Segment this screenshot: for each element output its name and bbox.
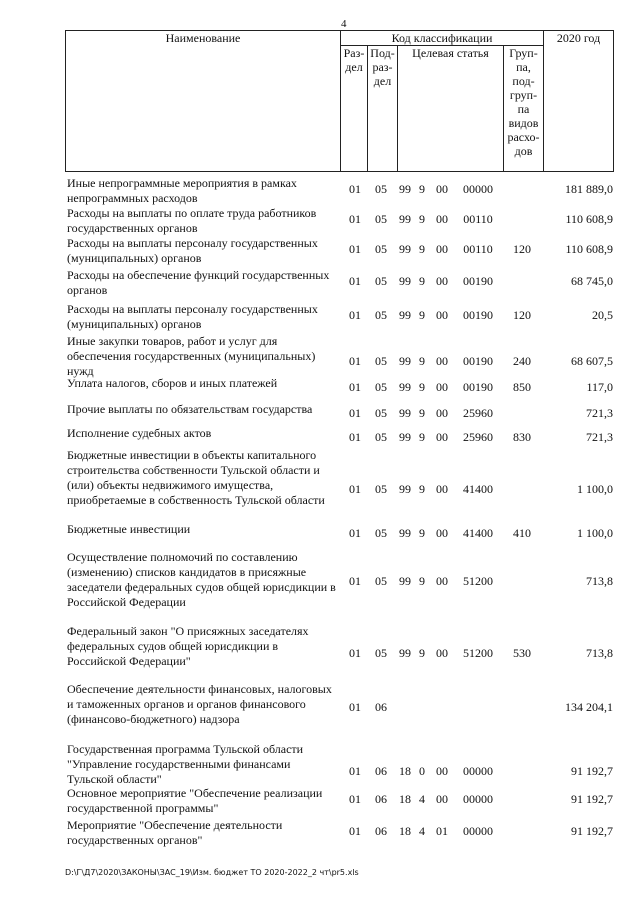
row-grp: 410 bbox=[513, 526, 531, 540]
row-p3: 00 bbox=[436, 242, 448, 256]
row-pod: 06 bbox=[375, 824, 387, 838]
row-raz: 01 bbox=[349, 430, 361, 444]
row-name: Исполнение судебных актов bbox=[67, 426, 212, 440]
row-p1: 99 bbox=[399, 574, 411, 588]
row-sum: 91 192,7 bbox=[571, 792, 613, 806]
row-pod: 05 bbox=[375, 574, 387, 588]
row-raz: 01 bbox=[349, 824, 361, 838]
header-group: Груп- па, под- груп- па видов расхо- дов bbox=[504, 46, 544, 172]
row-raz: 01 bbox=[349, 482, 361, 496]
row-name: Бюджетные инвестиции в объекты капитального строительства собственности Тульской области и (или) объекты недвижимого имущества, приобретаемые в собственность Тульской области bbox=[67, 448, 325, 507]
row-p2: 9 bbox=[419, 646, 425, 660]
row-name: Бюджетные инвестиции bbox=[67, 522, 191, 536]
row-p2: 4 bbox=[419, 792, 425, 806]
row-p1: 99 bbox=[399, 212, 411, 226]
header-code: Код классификации bbox=[341, 31, 544, 46]
row-p2: 9 bbox=[419, 482, 425, 496]
row-name: Расходы на обеспечение функций государственных органов bbox=[67, 268, 330, 297]
row-sum: 117,0 bbox=[586, 380, 613, 394]
row-p2: 9 bbox=[419, 430, 425, 444]
row-p3: 00 bbox=[436, 182, 448, 196]
row-pod: 05 bbox=[375, 274, 387, 288]
row-pod: 05 bbox=[375, 182, 387, 196]
row-grp: 120 bbox=[513, 242, 531, 256]
row-p3: 00 bbox=[436, 482, 448, 496]
row-raz: 01 bbox=[349, 574, 361, 588]
row-pod: 05 bbox=[375, 308, 387, 322]
row-p2: 9 bbox=[419, 380, 425, 394]
row-pod: 05 bbox=[375, 242, 387, 256]
row-p2: 9 bbox=[419, 274, 425, 288]
row-pod: 05 bbox=[375, 380, 387, 394]
row-p2: 9 bbox=[419, 182, 425, 196]
header-target: Целевая статья bbox=[398, 46, 504, 172]
row-name: Основное мероприятие "Обеспечение реализации государственной программы" bbox=[67, 786, 323, 815]
row-pod: 06 bbox=[375, 792, 387, 806]
row-raz: 01 bbox=[349, 212, 361, 226]
row-sum: 110 608,9 bbox=[565, 212, 613, 226]
row-sum: 91 192,7 bbox=[571, 824, 613, 838]
row-p3: 00 bbox=[436, 792, 448, 806]
row-p1: 99 bbox=[399, 380, 411, 394]
row-name: Обеспечение деятельности финансовых, налоговых и таможенных органов и органов финансового (финансово-бюджетного) надзора bbox=[67, 682, 332, 726]
row-sum: 713,8 bbox=[586, 574, 613, 588]
row-name: Иные непрограммные мероприятия в рамках непрограммных расходов bbox=[67, 176, 297, 205]
header-razdel: Раз- дел bbox=[341, 46, 368, 172]
row-p1: 18 bbox=[399, 824, 411, 838]
row-p4: 00190 bbox=[463, 308, 493, 322]
row-pod: 06 bbox=[375, 700, 387, 714]
row-raz: 01 bbox=[349, 380, 361, 394]
row-grp: 240 bbox=[513, 354, 531, 368]
row-sum: 721,3 bbox=[586, 406, 613, 420]
page-number: 4 bbox=[341, 18, 347, 30]
row-raz: 01 bbox=[349, 700, 361, 714]
row-raz: 01 bbox=[349, 242, 361, 256]
row-grp: 530 bbox=[513, 646, 531, 660]
row-p1: 18 bbox=[399, 764, 411, 778]
row-sum: 20,5 bbox=[592, 308, 613, 322]
row-p3: 00 bbox=[436, 308, 448, 322]
row-name: Федеральный закон "О присяжных заседателях федеральных судов общей юрисдикции в Российской Федерации" bbox=[67, 624, 309, 668]
row-p4: 51200 bbox=[463, 646, 493, 660]
row-p3: 01 bbox=[436, 824, 448, 838]
row-raz: 01 bbox=[349, 646, 361, 660]
row-sum: 713,8 bbox=[586, 646, 613, 660]
row-p4: 51200 bbox=[463, 574, 493, 588]
row-p2: 9 bbox=[419, 242, 425, 256]
row-p4: 00110 bbox=[463, 212, 493, 226]
row-name: Иные закупки товаров, работ и услуг для обеспечения государственных (муниципальных) нужд bbox=[67, 334, 316, 378]
row-sum: 91 192,7 bbox=[571, 764, 613, 778]
row-p4: 41400 bbox=[463, 526, 493, 540]
row-p1: 99 bbox=[399, 182, 411, 196]
file-path: D:\Г\Д7\2020\ЗАКОНЫ\ЗАС_19\Изм. бюджет ТО 2020-2022_2 чт\pr5.xls bbox=[65, 868, 359, 877]
row-p4: 25960 bbox=[463, 430, 493, 444]
row-raz: 01 bbox=[349, 764, 361, 778]
row-p2: 0 bbox=[419, 764, 425, 778]
row-name: Государственная программа Тульской области "Управление государственными финансами Тульской области" bbox=[67, 742, 304, 786]
row-p4: 00190 bbox=[463, 380, 493, 394]
header-name: Наименование bbox=[66, 31, 341, 172]
row-pod: 05 bbox=[375, 406, 387, 420]
row-name: Расходы на выплаты по оплате труда работников государственных органов bbox=[67, 206, 317, 235]
row-p2: 9 bbox=[419, 574, 425, 588]
row-p4: 00110 bbox=[463, 242, 493, 256]
row-raz: 01 bbox=[349, 526, 361, 540]
row-p4: 25960 bbox=[463, 406, 493, 420]
row-p3: 00 bbox=[436, 764, 448, 778]
row-raz: 01 bbox=[349, 354, 361, 368]
row-raz: 01 bbox=[349, 182, 361, 196]
row-p4: 00000 bbox=[463, 824, 493, 838]
row-p1: 99 bbox=[399, 242, 411, 256]
row-raz: 01 bbox=[349, 406, 361, 420]
row-p4: 00000 bbox=[463, 764, 493, 778]
row-p4: 00000 bbox=[463, 182, 493, 196]
row-p4: 00190 bbox=[463, 274, 493, 288]
row-p4: 41400 bbox=[463, 482, 493, 496]
header-podrazdel: Под- раз- дел bbox=[368, 46, 398, 172]
row-name: Осуществление полномочий по составлению (изменению) списков кандидатов в присяжные заседатели федеральных судов общей юрисдикции в Российской Федерации bbox=[67, 550, 336, 609]
row-p1: 99 bbox=[399, 482, 411, 496]
row-p3: 00 bbox=[436, 274, 448, 288]
row-p2: 9 bbox=[419, 308, 425, 322]
row-name: Мероприятие "Обеспечение деятельности государственных органов" bbox=[67, 818, 283, 847]
row-pod: 05 bbox=[375, 526, 387, 540]
row-grp: 120 bbox=[513, 308, 531, 322]
row-p3: 00 bbox=[436, 430, 448, 444]
row-p1: 99 bbox=[399, 308, 411, 322]
row-p3: 00 bbox=[436, 354, 448, 368]
row-p1: 99 bbox=[399, 430, 411, 444]
row-pod: 05 bbox=[375, 646, 387, 660]
row-sum: 110 608,9 bbox=[565, 242, 613, 256]
row-name: Прочие выплаты по обязательствам государства bbox=[67, 402, 313, 416]
row-sum: 68 745,0 bbox=[571, 274, 613, 288]
row-pod: 05 bbox=[375, 430, 387, 444]
row-pod: 05 bbox=[375, 354, 387, 368]
row-pod: 06 bbox=[375, 764, 387, 778]
row-pod: 05 bbox=[375, 482, 387, 496]
row-p2: 9 bbox=[419, 406, 425, 420]
row-p3: 00 bbox=[436, 574, 448, 588]
row-sum: 1 100,0 bbox=[577, 526, 613, 540]
row-sum: 134 204,1 bbox=[565, 700, 613, 714]
row-name: Уплата налогов, сборов и иных платежей bbox=[67, 376, 278, 390]
row-p2: 9 bbox=[419, 526, 425, 540]
row-p3: 00 bbox=[436, 526, 448, 540]
row-raz: 01 bbox=[349, 274, 361, 288]
row-raz: 01 bbox=[349, 308, 361, 322]
table-header bbox=[65, 30, 614, 172]
row-p2: 4 bbox=[419, 824, 425, 838]
row-grp: 850 bbox=[513, 380, 531, 394]
row-p1: 18 bbox=[399, 792, 411, 806]
row-p3: 00 bbox=[436, 646, 448, 660]
row-sum: 68 607,5 bbox=[571, 354, 613, 368]
row-p1: 99 bbox=[399, 274, 411, 288]
row-p3: 00 bbox=[436, 212, 448, 226]
row-p4: 00190 bbox=[463, 354, 493, 368]
header-year: 2020 год bbox=[544, 31, 614, 172]
row-sum: 181 889,0 bbox=[565, 182, 613, 196]
row-grp: 830 bbox=[513, 430, 531, 444]
row-p3: 00 bbox=[436, 406, 448, 420]
row-sum: 1 100,0 bbox=[577, 482, 613, 496]
row-pod: 05 bbox=[375, 212, 387, 226]
row-sum: 721,3 bbox=[586, 430, 613, 444]
row-name: Расходы на выплаты персоналу государственных (муниципальных) органов bbox=[67, 302, 318, 331]
row-p2: 9 bbox=[419, 212, 425, 226]
row-p1: 99 bbox=[399, 354, 411, 368]
row-name: Расходы на выплаты персоналу государственных (муниципальных) органов bbox=[67, 236, 318, 265]
row-p4: 00000 bbox=[463, 792, 493, 806]
row-raz: 01 bbox=[349, 792, 361, 806]
row-p3: 00 bbox=[436, 380, 448, 394]
row-p1: 99 bbox=[399, 526, 411, 540]
row-p1: 99 bbox=[399, 646, 411, 660]
row-p2: 9 bbox=[419, 354, 425, 368]
row-p1: 99 bbox=[399, 406, 411, 420]
